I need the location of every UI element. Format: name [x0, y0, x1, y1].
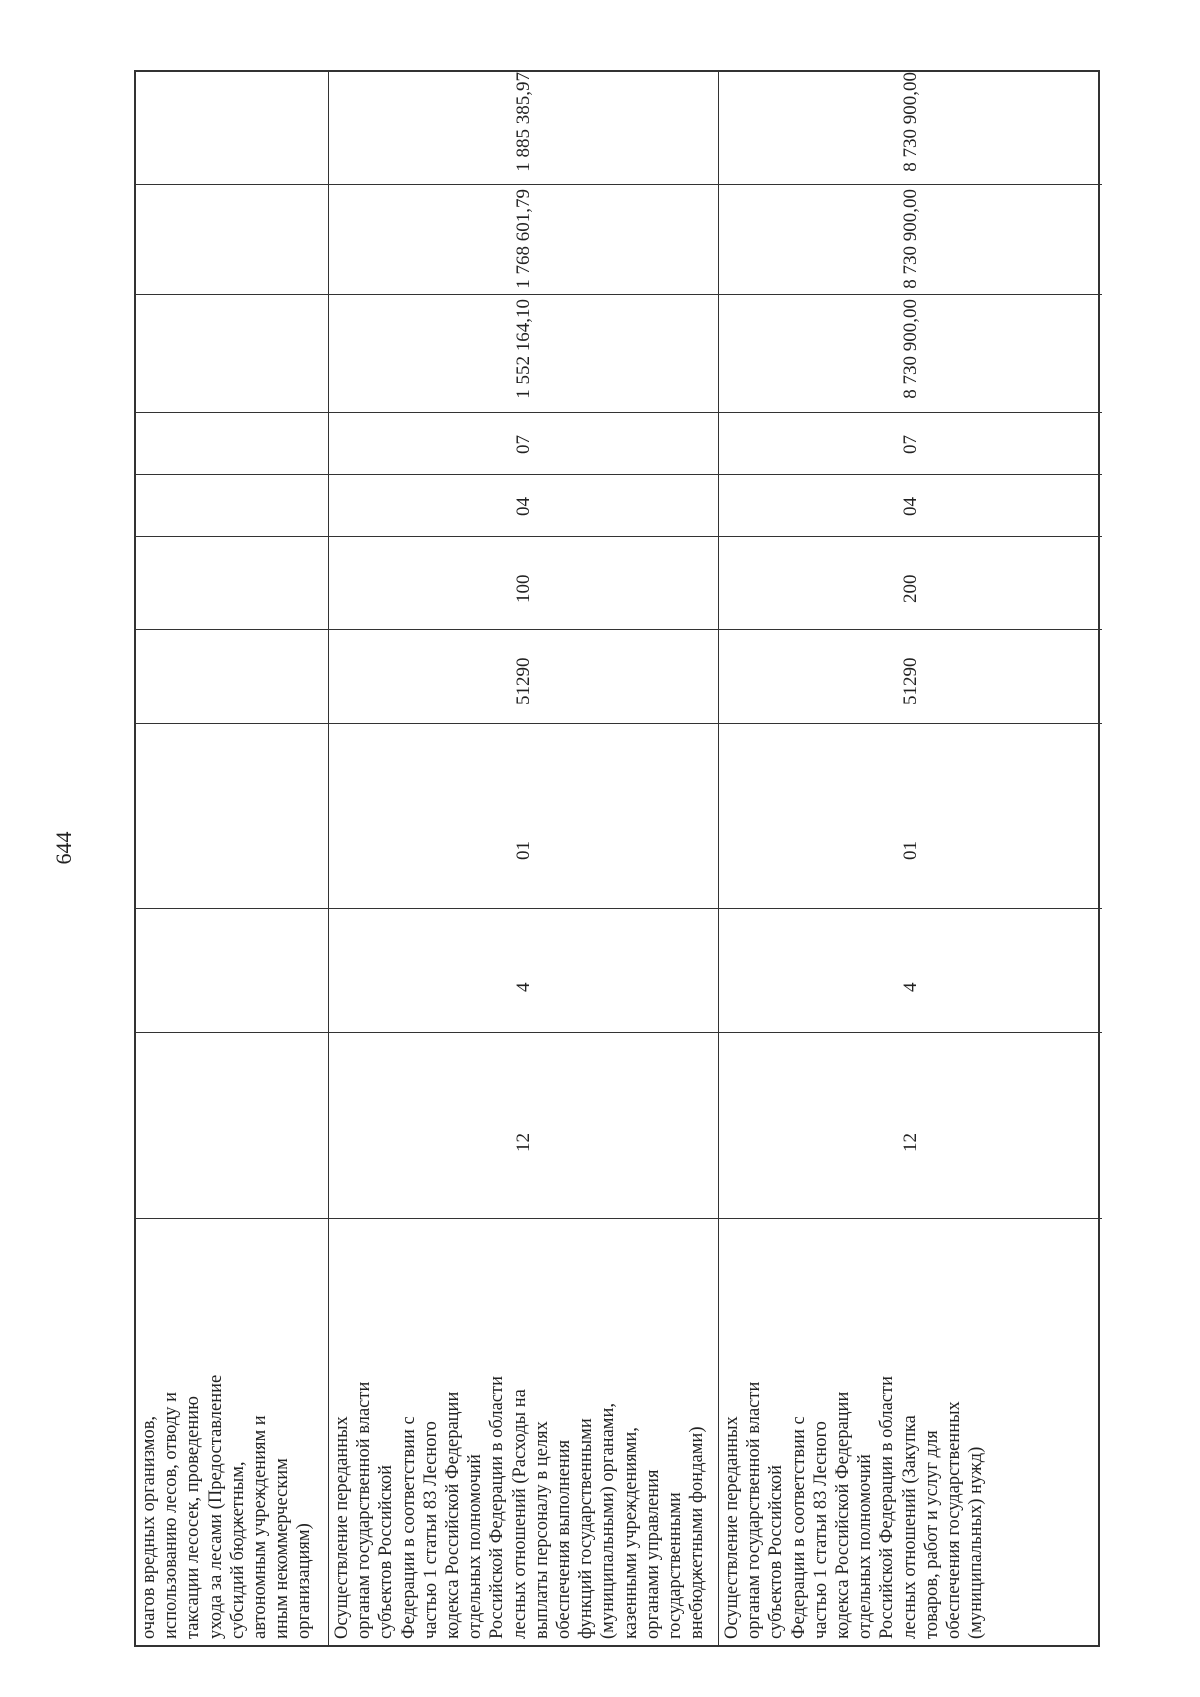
- code-value: 4: [512, 982, 534, 992]
- description-cell: [136, 1218, 328, 1645]
- description-line: (муниципальными) органами,: [598, 1402, 619, 1639]
- code-cell: [136, 474, 328, 536]
- code-cell: [329, 629, 718, 723]
- code-cell: [719, 474, 1102, 536]
- code-cell: [719, 723, 1102, 908]
- description-line: кодекса Российской Федерации: [443, 1391, 464, 1639]
- table-row: [718, 72, 1102, 1645]
- code-value: 07: [512, 435, 534, 454]
- description-cell: [719, 1218, 1102, 1645]
- code-value: 200: [899, 574, 921, 603]
- description-cell: [329, 1218, 718, 1645]
- description-line: субъектов Российской: [766, 1464, 787, 1639]
- amount-cell: [136, 184, 328, 294]
- description-line: органам государственной власти: [744, 1381, 765, 1639]
- code-value: 100: [512, 574, 534, 603]
- code-value: 51290: [899, 657, 921, 705]
- description-line: лесных отношений (Расходы на: [509, 1389, 530, 1639]
- code-cell: [136, 908, 328, 1032]
- description-line: таксации лесосек, проведению: [183, 1396, 204, 1639]
- amount-value: 1 768 601,79: [512, 189, 534, 289]
- page-number: 644: [51, 831, 76, 865]
- code-cell: [719, 629, 1102, 723]
- description-line: Федерации в соответствии с: [398, 1416, 419, 1639]
- code-cell: [719, 412, 1102, 474]
- amount-cell: [136, 294, 328, 412]
- code-value: 04: [512, 497, 534, 516]
- code-cell: [719, 1032, 1102, 1218]
- description-line: очагов вредных организмов,: [139, 1415, 159, 1639]
- code-value: 12: [512, 1133, 534, 1152]
- amount-cell: [329, 184, 718, 294]
- description-line: ухода за лесами (Предоставление: [205, 1374, 226, 1639]
- code-cell: [329, 723, 718, 908]
- amount-value: 8 730 900,00: [899, 72, 921, 172]
- description-line: субъектов Российской: [376, 1464, 397, 1639]
- amount-cell: [329, 68, 718, 184]
- amount-cell: [136, 68, 328, 184]
- code-cell: [329, 536, 718, 629]
- description-line: Российской Федерации в области: [877, 1376, 898, 1639]
- description-line: кодекса Российской Федерации: [833, 1391, 854, 1639]
- table-row: [136, 72, 328, 1645]
- code-value: 4: [899, 982, 921, 992]
- code-value: 07: [899, 435, 921, 454]
- description-line: (муниципальных) нужд): [966, 1446, 987, 1639]
- amount-value: 8 730 900,00: [899, 189, 921, 289]
- description-line: частью 1 статьи 83 Лесного: [810, 1421, 831, 1639]
- description-line: Осуществление переданных: [332, 1416, 352, 1639]
- description-line: Российской Федерации в области: [487, 1376, 508, 1639]
- code-value: 01: [512, 841, 534, 860]
- budget-table: [134, 70, 1100, 1647]
- description-line: обеспечения выполнения: [554, 1439, 575, 1639]
- amount-value: 1 552 164,10: [512, 299, 534, 399]
- code-cell: [719, 908, 1102, 1032]
- description-line: обеспечения государственных: [944, 1401, 965, 1639]
- description-line: Федерации в соответствии с: [788, 1416, 809, 1639]
- description-line: государственными: [665, 1492, 686, 1639]
- description-line: субсидий бюджетным,: [227, 1461, 248, 1639]
- amount-cell: [719, 294, 1102, 412]
- description-line: органам государственной власти: [354, 1381, 375, 1639]
- description-line: Осуществление переданных: [722, 1416, 742, 1639]
- amount-value: 8 730 900,00: [899, 299, 921, 399]
- code-value: 51290: [512, 657, 534, 705]
- code-cell: [136, 1032, 328, 1218]
- amount-value: 1 885 385,97: [512, 72, 534, 172]
- description-line: казенными учреждениями,: [620, 1427, 641, 1639]
- table-row: [328, 72, 718, 1645]
- description-line: лесных отношений (Закупка: [899, 1415, 920, 1639]
- budget-table-container: [134, 70, 1100, 1647]
- code-cell: [136, 723, 328, 908]
- code-value: 04: [899, 497, 921, 516]
- code-cell: [329, 412, 718, 474]
- description-line: отдельных полномочий: [855, 1454, 876, 1639]
- code-cell: [136, 536, 328, 629]
- description-line: внебюджетными фондами): [687, 1426, 708, 1639]
- description-line: автономным учреждениям и: [250, 1415, 271, 1639]
- code-cell: [329, 474, 718, 536]
- description-line: органами управления: [642, 1469, 663, 1639]
- description-line: частью 1 статьи 83 Лесного: [420, 1421, 441, 1639]
- description-line: товаров, работ и услуг для: [921, 1430, 942, 1639]
- description-line: иным некоммерческим: [272, 1458, 293, 1639]
- amount-cell: [719, 184, 1102, 294]
- amount-cell: [719, 68, 1102, 184]
- amount-cell: [329, 294, 718, 412]
- code-cell: [136, 629, 328, 723]
- code-value: 01: [899, 841, 921, 860]
- code-cell: [136, 412, 328, 474]
- description-line: организациям): [294, 1523, 315, 1639]
- description-line: использованию лесов, отводу и: [161, 1391, 182, 1639]
- code-value: 12: [899, 1133, 921, 1152]
- code-cell: [329, 1032, 718, 1218]
- description-line: отдельных полномочий: [465, 1454, 486, 1639]
- code-cell: [719, 536, 1102, 629]
- code-cell: [329, 908, 718, 1032]
- description-line: выплаты персоналу в целях: [531, 1421, 552, 1639]
- description-line: функций государственными: [576, 1418, 597, 1639]
